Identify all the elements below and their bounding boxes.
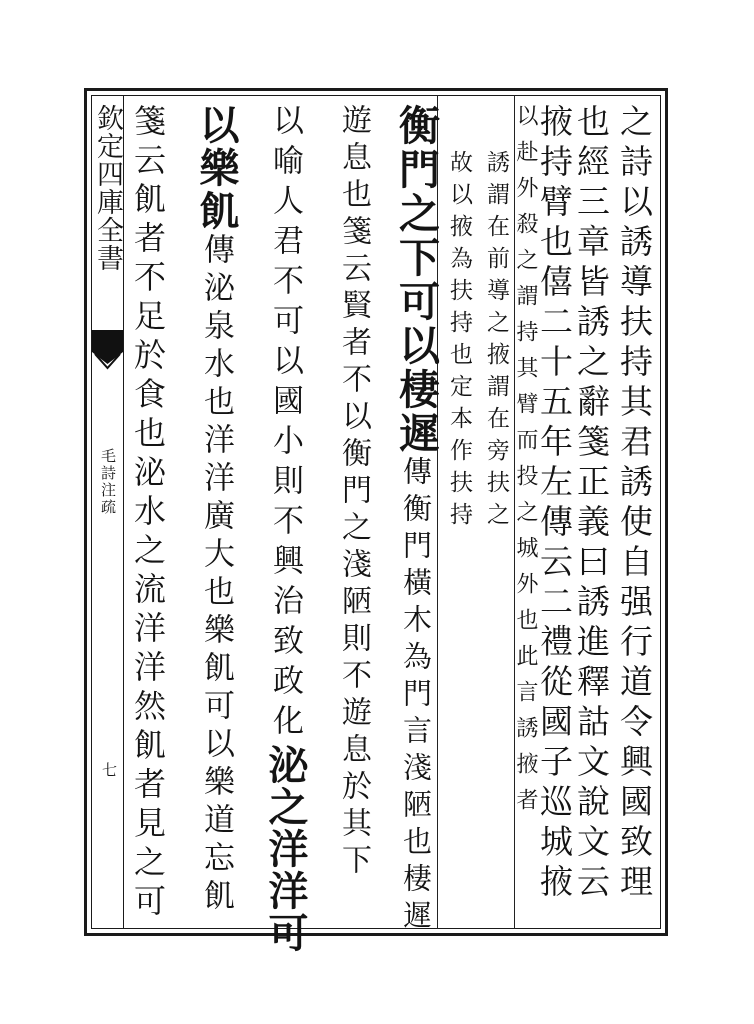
text-column-3: 掖持臂也僖二十五年左傳云二禮從國子巡城掖 bbox=[535, 104, 574, 904]
page-number: 七 bbox=[100, 762, 118, 777]
text-column-1: 之詩以誘導扶持其君誘使自强行道令興國致理 bbox=[615, 104, 654, 904]
text-column-6: 故以掖為扶持也定本作扶持 bbox=[446, 150, 472, 534]
text-column-5: 誘謂在前導之掖謂在旁扶之 bbox=[483, 150, 509, 534]
text-column-7 bbox=[392, 104, 440, 937]
fishtail-mark-icon bbox=[92, 330, 123, 374]
book-title: 欽定四庫全書 bbox=[92, 104, 123, 272]
text-column-10 bbox=[193, 104, 240, 917]
text-column-4: 以赴外殺之謂持其臂而投之城外也此言誘掖者 bbox=[513, 104, 538, 824]
commentary-text: 傳衡門橫木為門言淺陋也棲遲 bbox=[399, 456, 433, 937]
commentary-text: 傳泌泉水也洋洋廣大也樂飢可以樂道忘飢 bbox=[198, 233, 234, 917]
text-column-9 bbox=[262, 104, 309, 954]
verse-text: 以樂飢 bbox=[193, 104, 240, 233]
section-title: 毛詩注疏 bbox=[99, 448, 117, 516]
verse-text: 衡門之下可以棲遲 bbox=[392, 104, 440, 456]
text-column-8: 遊息也箋云賢者不以衡門之淺陋則不遊息於其下 bbox=[336, 104, 371, 881]
text-column-2: 也經三章皆誘之辭箋正義曰誘進釋詁文說文云 bbox=[572, 104, 611, 904]
text-column-11: 箋云飢者不足於食也泌水之流洋洋然飢者見之可 bbox=[129, 104, 167, 923]
verse-text: 泌之洋洋可 bbox=[262, 744, 309, 954]
commentary-text: 以喻人君不可以國小則不興治致政化 bbox=[267, 104, 303, 744]
